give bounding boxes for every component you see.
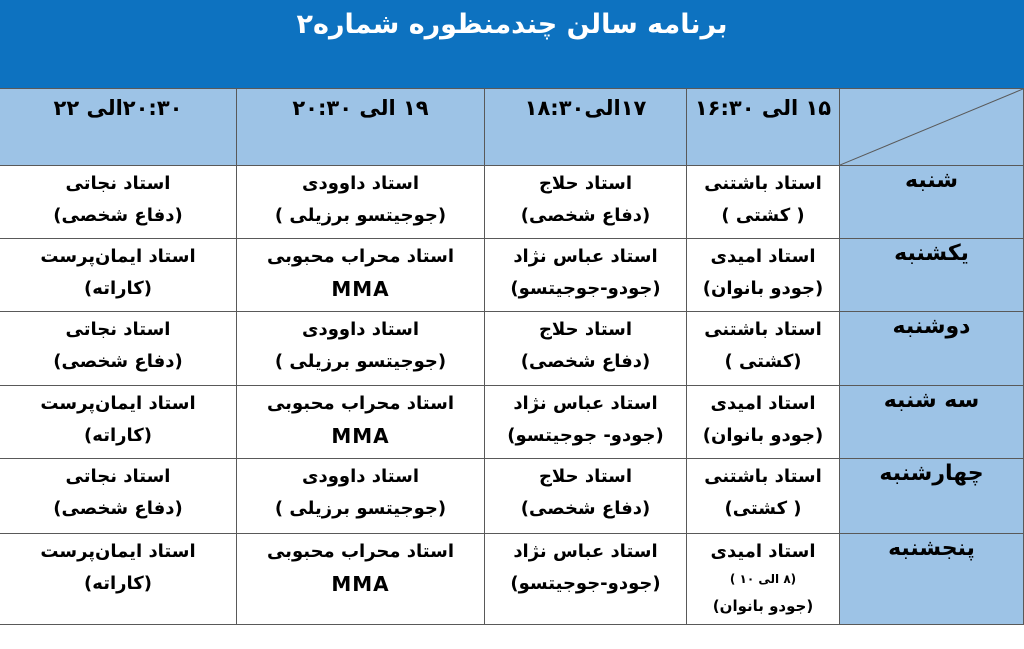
schedule-cell	[0, 239, 237, 312]
discipline-label: (جودو بانوان)	[712, 597, 814, 615]
instructor-name: استاد امیدی	[710, 246, 816, 267]
instructor-name: استاد ایمان‌پرست	[40, 393, 196, 414]
discipline-label: (دفاع شخصی)	[520, 205, 651, 226]
schedule-row-wednesday	[0, 459, 1024, 534]
instructor-name: استاد امیدی	[710, 393, 816, 414]
instructor-name: استاد ایمان‌پرست	[40, 541, 196, 562]
schedule-row-sunday	[0, 239, 1024, 312]
time-header-19-2030: ۱۹ الی ۲۰:۳۰	[237, 89, 485, 166]
instructor-name: استاد حلاج	[538, 173, 633, 194]
instructor-name: استاد محراب محبوبی	[266, 393, 455, 414]
corner-cell	[840, 89, 1024, 166]
instructor-name: استاد حلاج	[538, 319, 633, 340]
schedule-cell	[687, 239, 840, 312]
discipline-label: (جوجیتسو برزیلی )	[274, 351, 447, 372]
day-cell-thursday: پنجشنبه	[840, 534, 1024, 625]
discipline-label: (دفاع شخصی)	[53, 498, 183, 519]
schedule-row-thursday	[0, 534, 1024, 625]
schedule-cell	[485, 166, 687, 239]
schedule-cell	[485, 386, 687, 459]
schedule-cell	[687, 386, 840, 459]
discipline-label: ( کشتی )	[721, 205, 805, 226]
instructor-name: استاد محراب محبوبی	[266, 541, 455, 562]
schedule-cell	[485, 312, 687, 386]
discipline-label: (جودو- جوجیتسو)	[507, 425, 664, 446]
discipline-label: (کاراته)	[84, 278, 152, 299]
instructor-name: استاد عباس نژاد	[513, 246, 658, 267]
discipline-label: (کاراته)	[84, 425, 152, 446]
instructor-name: استاد باشتنی	[704, 466, 822, 487]
schedule-cell	[237, 312, 485, 386]
time-header-17-1830: ۱۷الی۱۸:۳۰	[485, 89, 687, 166]
schedule-cell	[237, 239, 485, 312]
schedule-table	[0, 88, 1024, 625]
diagonal-divider	[840, 89, 1023, 165]
instructor-name: استاد نجاتی	[65, 173, 171, 194]
instructor-name: استاد محراب محبوبی	[266, 246, 455, 267]
day-cell-tuesday: سه شنبه	[840, 386, 1024, 459]
schedule-cell	[0, 534, 237, 625]
time-note: (۸ الی ۱۰ )	[729, 572, 797, 586]
instructor-name: استاد باشتنی	[704, 319, 822, 340]
discipline-label: ( کشتی)	[724, 498, 802, 519]
title-bar	[0, 0, 1024, 88]
discipline-label: (کاراته)	[84, 573, 152, 594]
day-cell-monday: دوشنبه	[840, 312, 1024, 386]
discipline-label: MMA	[331, 277, 390, 301]
instructor-name: استاد امیدی	[710, 541, 816, 562]
day-cell-wednesday: چهارشنبه	[840, 459, 1024, 534]
instructor-name: استاد ایمان‌پرست	[40, 246, 196, 267]
schedule-cell	[687, 459, 840, 534]
schedule-cell	[237, 534, 485, 625]
schedule-row-monday	[0, 312, 1024, 386]
schedule-cell	[485, 239, 687, 312]
discipline-label: (دفاع شخصی)	[53, 351, 183, 372]
schedule-cell	[0, 459, 237, 534]
instructor-name: استاد عباس نژاد	[513, 541, 658, 562]
schedule-cell	[485, 459, 687, 534]
discipline-label: (جوجیتسو برزیلی )	[274, 205, 447, 226]
schedule-cell	[0, 386, 237, 459]
discipline-label: (کشتی )	[724, 351, 802, 372]
day-cell-sunday: یکشنبه	[840, 239, 1024, 312]
instructor-name: استاد داوودی	[302, 319, 419, 340]
time-header-2030-22: ۲۰:۳۰الی ۲۲	[0, 89, 237, 166]
discipline-label: (دفاع شخصی)	[520, 498, 651, 519]
instructor-name: استاد داوودی	[302, 466, 419, 487]
schedule-cell	[687, 312, 840, 386]
instructor-name: استاد داوودی	[302, 173, 419, 194]
time-header-row	[0, 89, 1024, 166]
schedule-cell	[237, 166, 485, 239]
page-title: برنامه سالن چندمنظوره شماره۲	[296, 9, 728, 40]
discipline-label: MMA	[331, 572, 390, 596]
instructor-name: استاد نجاتی	[65, 319, 171, 340]
instructor-name: استاد عباس نژاد	[513, 393, 658, 414]
discipline-label: (جوجیتسو برزیلی )	[274, 498, 447, 519]
schedule-cell	[0, 312, 237, 386]
instructor-name: استاد باشتنی	[704, 173, 822, 194]
discipline-label: (دفاع شخصی)	[520, 351, 651, 372]
schedule-cell	[687, 166, 840, 239]
schedule-row-saturday	[0, 166, 1024, 239]
discipline-label: MMA	[331, 424, 390, 448]
instructor-name: استاد نجاتی	[65, 466, 171, 487]
discipline-label: (جودو-جوجیتسو)	[510, 573, 661, 594]
schedule-cell	[687, 534, 840, 625]
schedule-cell	[0, 166, 237, 239]
discipline-label: (جودو بانوان)	[702, 278, 824, 299]
day-cell-saturday: شنبه	[840, 166, 1024, 239]
schedule-cell	[485, 534, 687, 625]
schedule-row-tuesday	[0, 386, 1024, 459]
discipline-label: (جودو-جوجیتسو)	[510, 278, 661, 299]
schedule-cell	[237, 386, 485, 459]
instructor-name: استاد حلاج	[538, 466, 633, 487]
discipline-label: (جودو بانوان)	[702, 425, 824, 446]
discipline-label: (دفاع شخصی)	[53, 205, 183, 226]
schedule-cell	[237, 459, 485, 534]
time-header-15-1630: ۱۵ الی ۱۶:۳۰	[687, 89, 840, 166]
